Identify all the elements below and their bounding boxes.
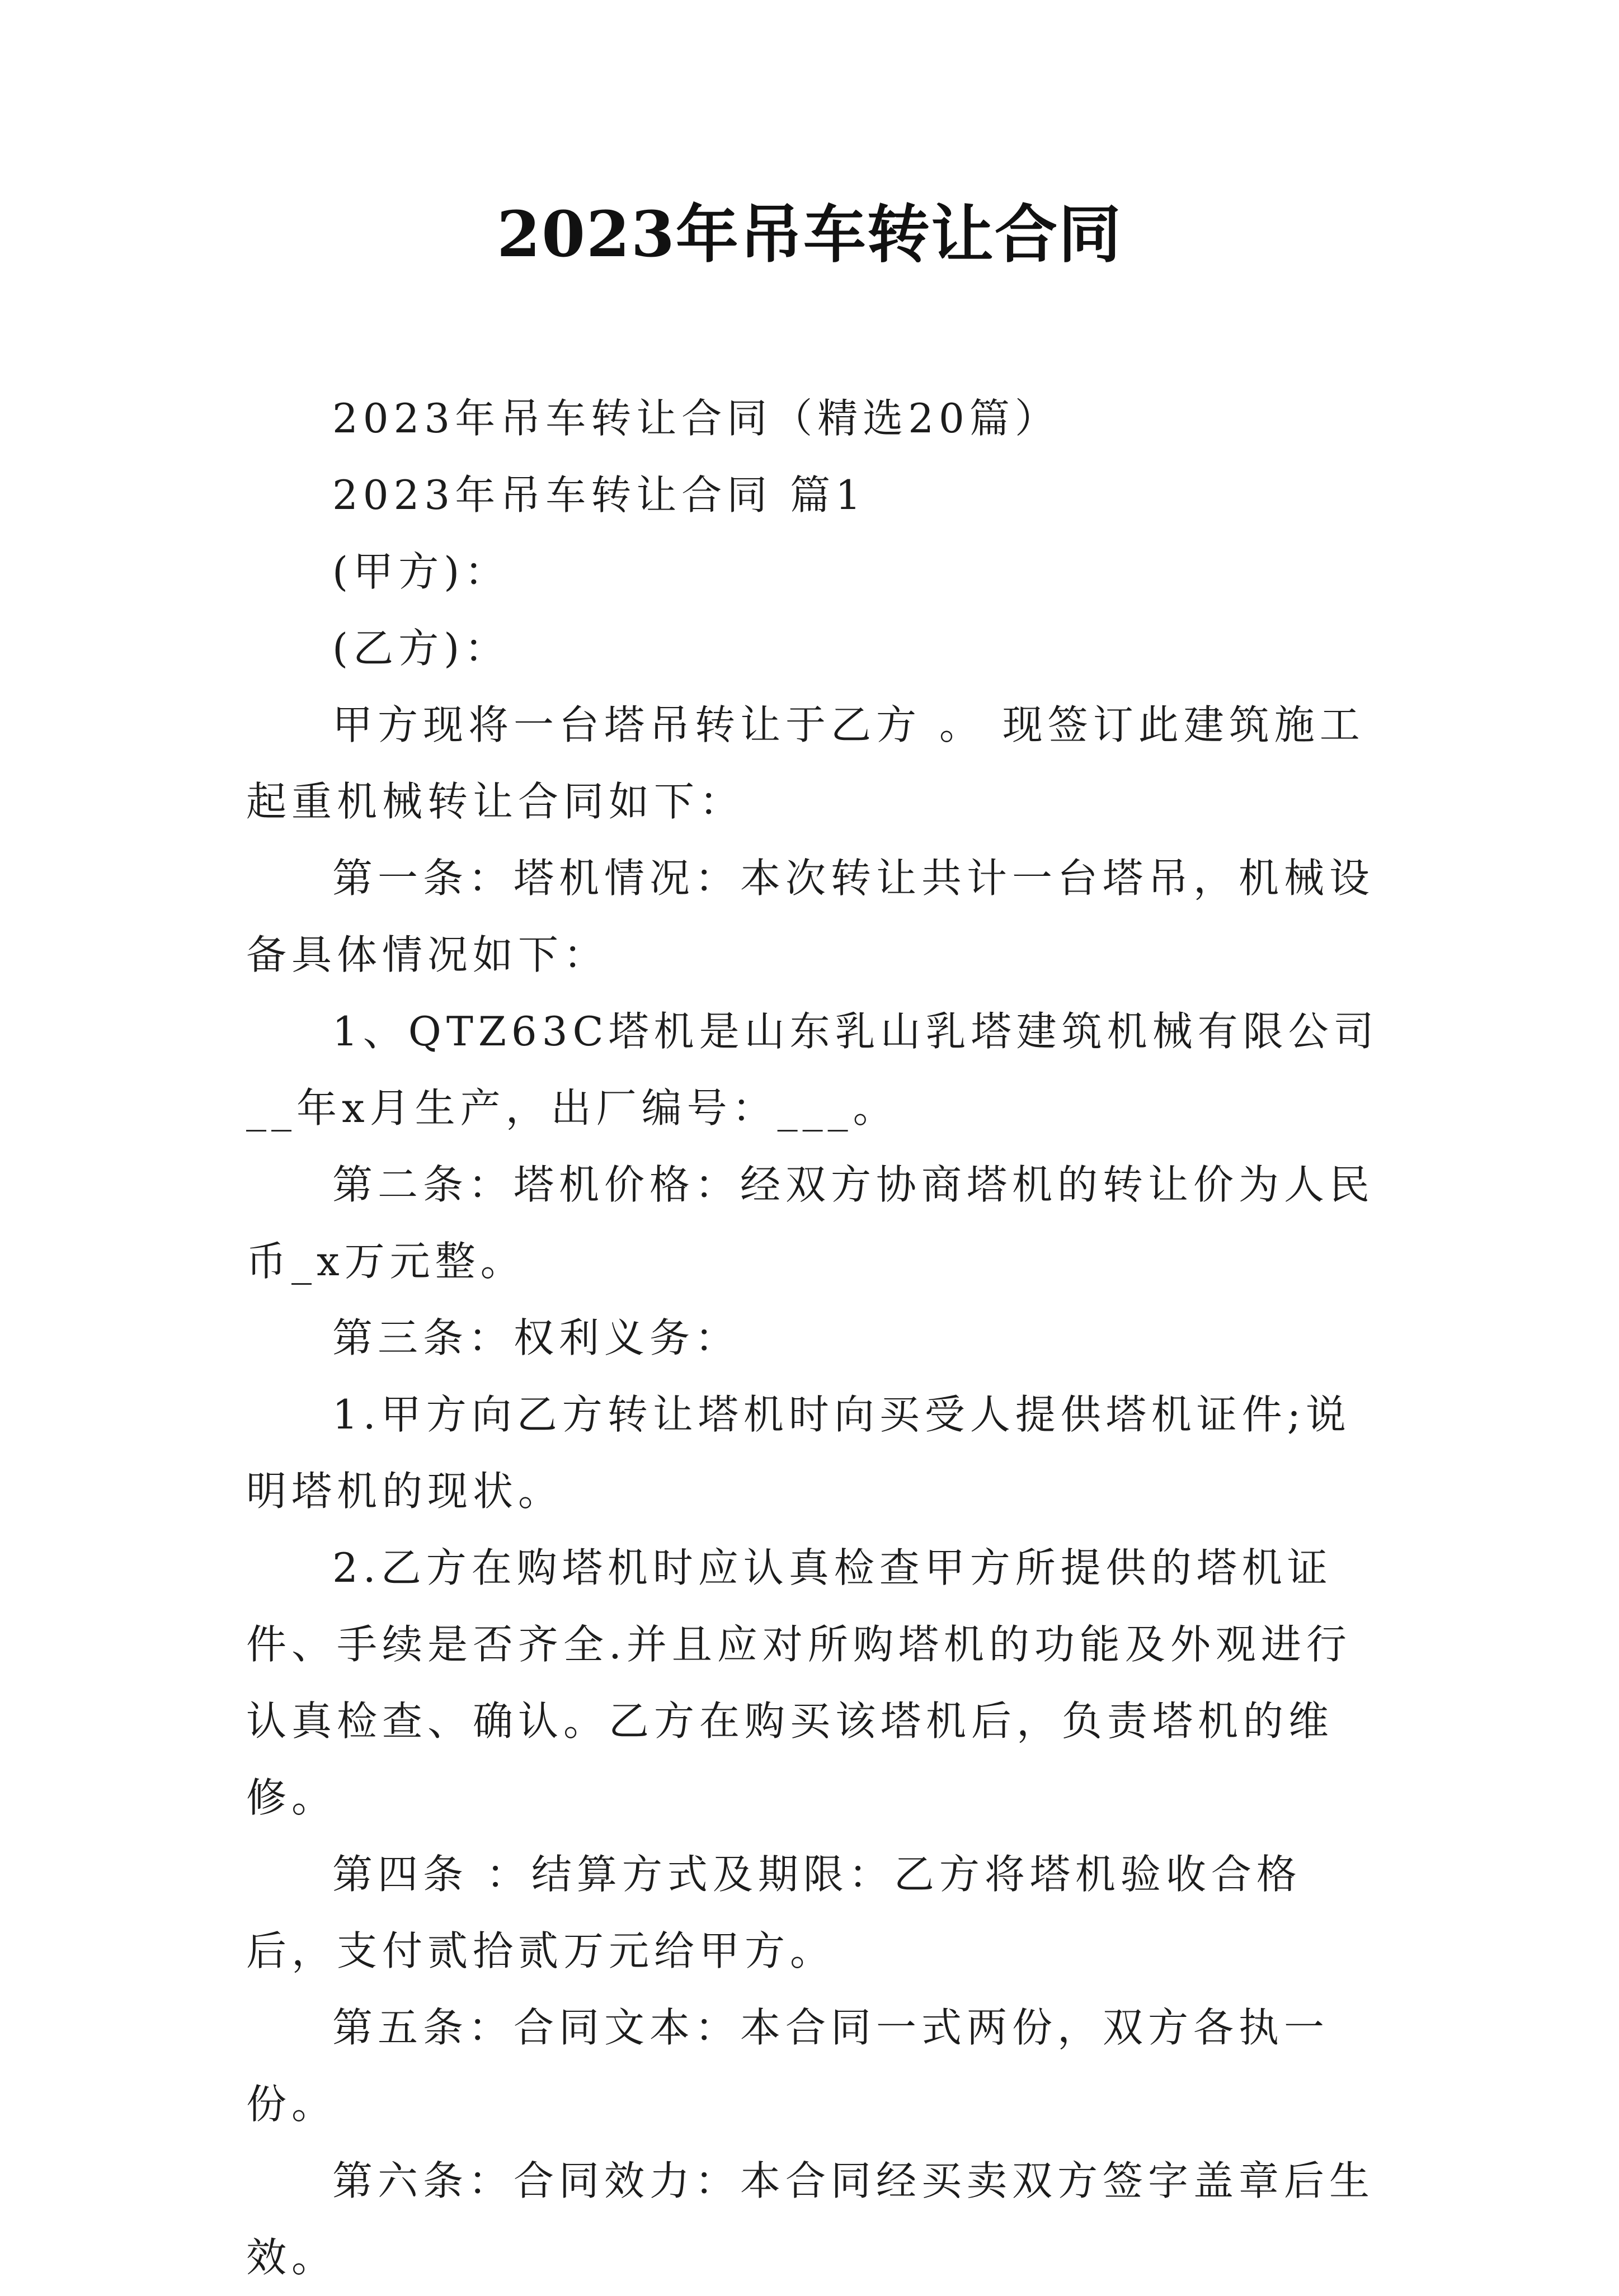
document-title: 2023年吊车转让合同 bbox=[497, 198, 1122, 271]
paragraph-party-b: (乙方)： bbox=[332, 625, 510, 672]
paragraph-article-1-item-1: 1、QTZ63C塔机是山东乳山乳塔建筑机械有限公司__年x月生产，出厂编号：___。 bbox=[246, 1008, 1379, 1132]
paragraph-section-heading: 2023年吊车转让合同 篇1 bbox=[332, 472, 866, 518]
paragraph-article-3-item-2: 2.乙方在购塔机时应认真检查甲方所提供的塔机证件、手续是否齐全.并且应对所购塔机的功能及外观进行认真检查、确认。乙方在购买该塔机后，负责塔机的维修。 bbox=[246, 1544, 1352, 1821]
paragraph-article-2: 第二条：塔机价格：经双方协商塔机的转让价为人民币_x万元整。 bbox=[246, 1161, 1375, 1285]
paragraph-preamble: 甲方现将一台塔吊转让于乙方 。 现签订此建筑施工起重机械转让合同如下： bbox=[246, 701, 1365, 825]
paragraph-article-1: 第一条：塔机情况：本次转让共计一台塔吊，机械设备具体情况如下： bbox=[246, 855, 1375, 978]
paragraph-article-4: 第四条 ：结算方式及期限：乙方将塔机验收合格后，支付贰拾贰万元给甲方。 bbox=[246, 1851, 1302, 1974]
paragraph-article-3-item-1: 1.甲方向乙方转让塔机时向买受人提供塔机证件;说明塔机的现状。 bbox=[246, 1391, 1351, 1515]
paragraph-party-a: (甲方)： bbox=[332, 548, 510, 595]
paragraph-subtitle: 2023年吊车转让合同（精选20篇） bbox=[332, 395, 1060, 442]
paragraph-article-3: 第三条：权利义务： bbox=[332, 1314, 741, 1361]
document-body bbox=[246, 380, 1387, 2296]
paragraph-article-6: 第六条：合同效力：本合同经买卖双方签字盖章后生效。 bbox=[246, 2157, 1375, 2281]
paragraph-article-5: 第五条：合同文本：本合同一式两份，双方各执一份。 bbox=[246, 2004, 1330, 2128]
